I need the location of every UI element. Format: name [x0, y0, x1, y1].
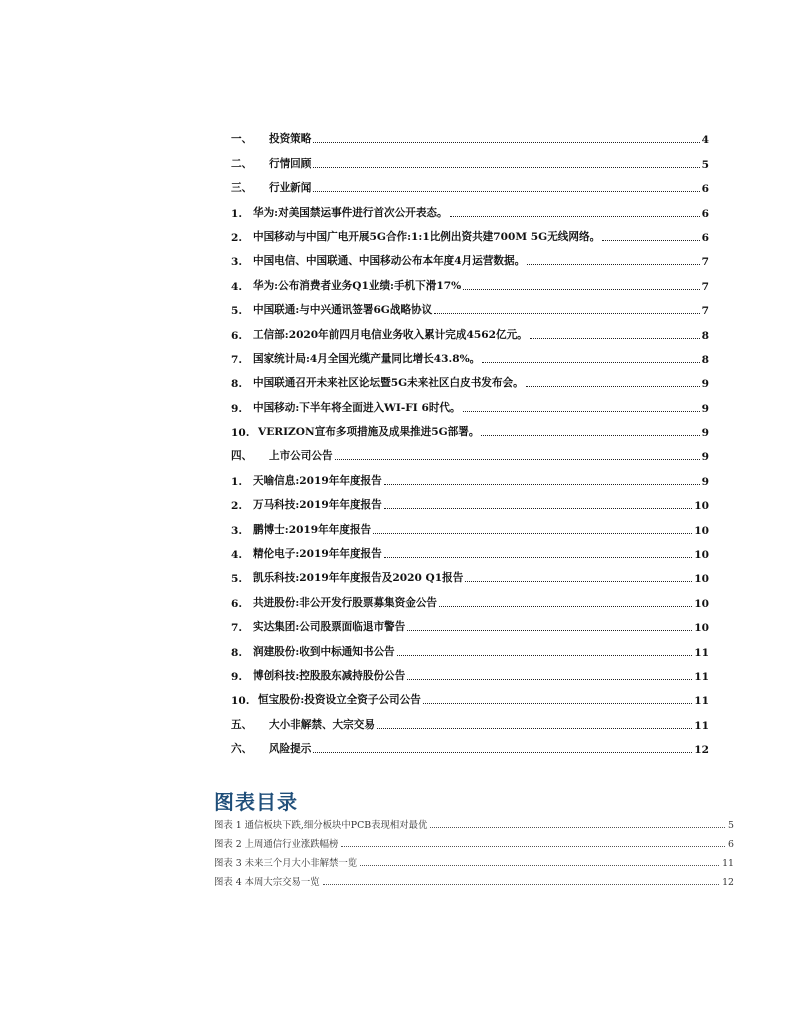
toc-entry[interactable]	[231, 122, 709, 146]
toc-leader	[481, 434, 699, 436]
toc-number: 一、	[231, 133, 253, 146]
toc-page: 11	[694, 670, 709, 683]
toc-number: 8.	[231, 378, 243, 391]
toc-entry[interactable]	[231, 634, 709, 658]
toc-page: 10	[694, 622, 709, 635]
toc-entry[interactable]	[231, 512, 709, 536]
toc-title: 鹏博士:2019年年度报告	[253, 523, 372, 536]
toc-page: 10	[694, 500, 709, 513]
toc-leader	[313, 751, 692, 753]
toc-page: 9	[701, 378, 709, 391]
toc-page: 7	[701, 280, 709, 293]
toc-number: 8.	[231, 646, 243, 659]
toc-entry[interactable]	[231, 342, 709, 366]
toc-page: 11	[694, 719, 709, 732]
toc-entry[interactable]	[231, 171, 709, 195]
toc-title: 中国移动与中国广电开展5G合作:1:1比例出资共建700M 5G无线网络。	[253, 230, 601, 243]
figure-leader	[323, 883, 719, 885]
toc-entry[interactable]	[231, 244, 709, 268]
toc-page: 9	[701, 402, 709, 415]
toc-number: 四、	[231, 450, 253, 463]
toc-number: 7.	[231, 353, 243, 366]
toc-title: 恒宝股份:投资设立全资子公司公告	[258, 694, 421, 707]
toc-page: 10	[694, 524, 709, 537]
toc-entry[interactable]	[231, 707, 709, 731]
toc-leader	[384, 556, 693, 558]
toc-title: 中国电信、中国联通、中国移动公布本年度4月运营数据。	[253, 255, 526, 268]
toc-page: 6	[701, 207, 709, 220]
toc-leader	[527, 263, 699, 265]
toc-number: 3.	[231, 524, 243, 537]
toc-number: 9.	[231, 402, 243, 415]
toc-page: 10	[694, 549, 709, 562]
toc-leader	[465, 580, 692, 582]
toc-page: 9	[701, 427, 709, 440]
toc-title: 上市公司公告	[269, 450, 333, 463]
figure-page: 5	[728, 820, 734, 831]
toc-entry[interactable]	[231, 585, 709, 609]
toc-title: 行情回顾	[269, 157, 312, 170]
toc-page: 4	[701, 134, 709, 147]
toc-entry[interactable]	[231, 439, 709, 463]
toc-title: 精伦电子:2019年年度报告	[253, 548, 382, 561]
toc-leader	[439, 605, 692, 607]
figure-entry[interactable]	[214, 831, 734, 850]
figure-title: 图表 1 通信板块下跌,细分板块中PCB表现相对最优	[214, 820, 428, 831]
toc-number: 1.	[231, 207, 243, 220]
toc-leader	[407, 629, 692, 631]
toc-page: 11	[694, 646, 709, 659]
figure-page: 12	[722, 877, 734, 888]
toc-number: 10.	[231, 427, 250, 440]
toc-title: 共进股份:非公开发行股票募集资金公告	[253, 596, 438, 609]
toc-title: 万马科技:2019年年度报告	[253, 499, 382, 512]
figure-leader	[430, 826, 725, 828]
toc-entry[interactable]	[231, 537, 709, 561]
toc-title: VERIZON宣布多项措施及成果推进5G部署。	[258, 426, 480, 439]
toc-leader	[373, 532, 692, 534]
figure-title: 图表 4 本周大宗交易一览	[214, 877, 320, 888]
figure-page: 6	[728, 839, 734, 850]
toc-number: 6.	[231, 597, 243, 610]
toc-entry[interactable]	[231, 732, 709, 756]
toc-entry[interactable]	[231, 366, 709, 390]
toc-number: 五、	[231, 718, 253, 731]
toc-number: 5.	[231, 573, 243, 586]
toc-title: 投资策略	[269, 133, 312, 146]
toc-page: 9	[701, 451, 709, 464]
figure-leader	[360, 864, 719, 866]
toc-entry[interactable]	[231, 220, 709, 244]
toc-page: 7	[701, 305, 709, 318]
toc-page: 9	[701, 475, 709, 488]
toc-title: 实达集团:公司股票面临退市警告	[253, 621, 406, 634]
toc-page: 8	[701, 353, 709, 366]
toc-entry[interactable]	[231, 683, 709, 707]
figure-entry[interactable]	[214, 850, 734, 869]
toc-leader	[450, 215, 700, 217]
toc-title: 润建股份:收到中标通知书公告	[253, 645, 395, 658]
toc-page: 11	[694, 695, 709, 708]
toc-leader	[313, 141, 699, 143]
toc-number: 9.	[231, 670, 243, 683]
toc-page: 8	[701, 329, 709, 342]
toc-number: 2.	[231, 231, 243, 244]
figures-heading: 图表目录	[214, 790, 298, 814]
toc-leader	[530, 337, 700, 339]
toc-number: 4.	[231, 280, 243, 293]
table-of-contents	[231, 122, 709, 756]
toc-entry[interactable]	[231, 488, 709, 512]
toc-title: 行业新闻	[269, 182, 312, 195]
toc-leader	[397, 654, 693, 656]
figure-list	[214, 812, 734, 888]
toc-number: 5.	[231, 305, 243, 318]
toc-title: 大小非解禁、大宗交易	[269, 718, 375, 731]
toc-leader	[463, 410, 700, 412]
toc-entry[interactable]	[231, 659, 709, 683]
toc-title: 凯乐科技:2019年年度报告及2020 Q1报告	[253, 572, 464, 585]
toc-title: 天喻信息:2019年年度报告	[253, 474, 382, 487]
toc-entry[interactable]	[231, 610, 709, 634]
toc-title: 国家统计局:4月全国光缆产量同比增长43.8%。	[253, 352, 481, 365]
toc-number: 6.	[231, 329, 243, 342]
toc-page: 12	[694, 744, 709, 757]
toc-entry[interactable]	[231, 195, 709, 219]
figure-title: 图表 2 上周通信行业涨跌幅榜	[214, 839, 339, 850]
figure-page: 11	[722, 858, 734, 869]
toc-leader	[313, 190, 699, 192]
toc-title: 博创科技:控股股东减持股份公告	[253, 669, 406, 682]
toc-leader	[423, 702, 692, 704]
toc-entry[interactable]	[231, 390, 709, 414]
figure-leader	[341, 845, 725, 847]
toc-page: 6	[701, 183, 709, 196]
toc-page: 10	[694, 597, 709, 610]
toc-leader	[313, 166, 699, 168]
toc-page: 6	[701, 231, 709, 244]
toc-entry[interactable]	[231, 415, 709, 439]
toc-page: 5	[701, 158, 709, 171]
toc-title: 华为:对美国禁运事件进行首次公开表态。	[253, 206, 448, 219]
toc-number: 二、	[231, 157, 253, 170]
toc-page: 10	[694, 573, 709, 586]
toc-number: 3.	[231, 256, 243, 269]
toc-entry[interactable]	[231, 268, 709, 292]
toc-title: 中国联通召开未来社区论坛暨5G未来社区白皮书发布会。	[253, 377, 524, 390]
toc-entry[interactable]	[231, 293, 709, 317]
toc-title: 风险提示	[269, 743, 312, 756]
toc-number: 4.	[231, 549, 243, 562]
toc-title: 华为:公布消费者业务Q1业绩:手机下滑17%	[253, 279, 462, 292]
toc-leader	[602, 239, 699, 241]
toc-entry[interactable]	[231, 463, 709, 487]
toc-leader	[407, 678, 692, 680]
toc-title: 中国联通:与中兴通讯签署6G战略协议	[253, 304, 433, 317]
toc-number: 7.	[231, 622, 243, 635]
figure-entry[interactable]	[214, 812, 734, 831]
toc-leader	[384, 507, 693, 509]
toc-leader	[335, 458, 700, 460]
toc-number: 六、	[231, 743, 253, 756]
toc-number: 三、	[231, 182, 253, 195]
figure-entry[interactable]	[214, 869, 734, 888]
toc-leader	[463, 288, 699, 290]
toc-number: 1.	[231, 475, 243, 488]
toc-leader	[526, 385, 700, 387]
toc-number: 2.	[231, 500, 243, 513]
figure-title: 图表 3 未来三个月大小非解禁一览	[214, 858, 358, 869]
toc-title: 工信部:2020年前四月电信业务收入累计完成4562亿元。	[253, 328, 528, 341]
toc-leader	[384, 483, 700, 485]
toc-leader	[377, 727, 692, 729]
toc-page: 7	[701, 256, 709, 269]
toc-leader	[482, 361, 699, 363]
toc-entry[interactable]	[231, 317, 709, 341]
toc-entry[interactable]	[231, 561, 709, 585]
toc-entry[interactable]	[231, 146, 709, 170]
toc-leader	[434, 312, 699, 314]
toc-number: 10.	[231, 695, 250, 708]
toc-title: 中国移动:下半年将全面进入WI-FI 6时代。	[253, 401, 461, 414]
